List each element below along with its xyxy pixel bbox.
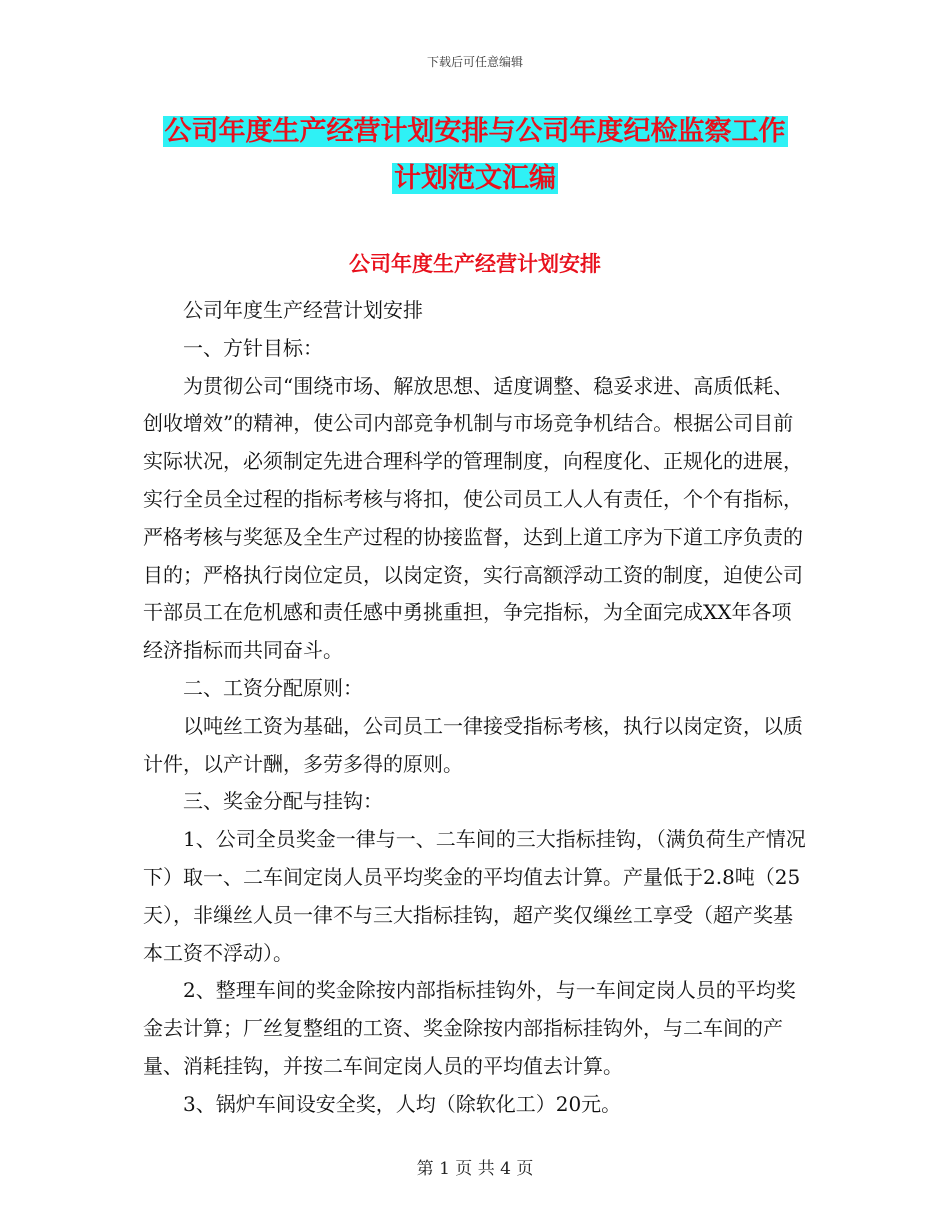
page-header-note: 下载后可任意编辑: [426, 55, 523, 69]
page-number-footer: 第 1 页 共 4 页: [416, 1159, 534, 1179]
paragraph: 1、公司全员奖金一律与一、二车间的三大指标挂钩，（满负荷生产情况下）取一、二车间定岗人员平均奖金的平均值去计算。产量低于2.8吨（25天），非缫丝人员一律不与三大指标挂钩，超产奖仅缫丝工享受（超产奖基本工资不浮动）。: [143, 827, 806, 965]
heading-policy-goals: 一、方针目标：: [183, 335, 323, 360]
document-body: [143, 292, 810, 1124]
section-title: 公司年度生产经营计划安排: [349, 252, 601, 276]
heading-bonus-distribution: 三、奖金分配与挂钩：: [183, 789, 383, 814]
paragraph: 为贯彻公司“围绕市场、解放思想、适度调整、稳妥求进、高质低耗、创收增效”的精神，使公司内部竞争机制与市场竞争机结合。根据公司目前实际状况，必须制定先进合理科学的管理制度，向程度化、正规化的进展，实行全员全过程的指标考核与将扣，使公司员工人人有责任，个个有指标，严格考核与奖惩及全生产过程的协接监督，达到上道工序为下道工序负责的目的；严格执行岗位定员，以岗定资，实行高额浮动工资的制度，迫使公司干部员工在危机感和责任感中勇挑重担，争完指标，为全面完成XX年各项经济指标而共同奋斗。: [143, 373, 803, 663]
heading-wage-principles: 二、工资分配原则：: [183, 675, 363, 700]
paragraph: 以吨丝工资为基础，公司员工一律接受指标考核，执行以岗定资，以质计件，以产计酬，多劳多得的原则。: [143, 713, 803, 776]
document-title: [0, 108, 950, 202]
document-title-line-1: 公司年度生产经营计划安排与公司年度纪检监察工作: [164, 116, 786, 147]
paragraph: 3、锅炉车间设安全奖，人均（除软化工）20元。: [183, 1091, 622, 1116]
paragraph: 2、整理车间的奖金除按内部指标挂钩外，与一车间定岗人员的平均奖金去计算；厂丝复整组的工资、奖金除按内部指标挂钩外，与二车间的产量、消耗挂钩，并按二车间定岗人员的平均值去计算。: [143, 978, 796, 1078]
paragraph: 公司年度生产经营计划安排: [183, 298, 423, 322]
document-title-line-2: 计划范文汇编: [394, 163, 556, 194]
